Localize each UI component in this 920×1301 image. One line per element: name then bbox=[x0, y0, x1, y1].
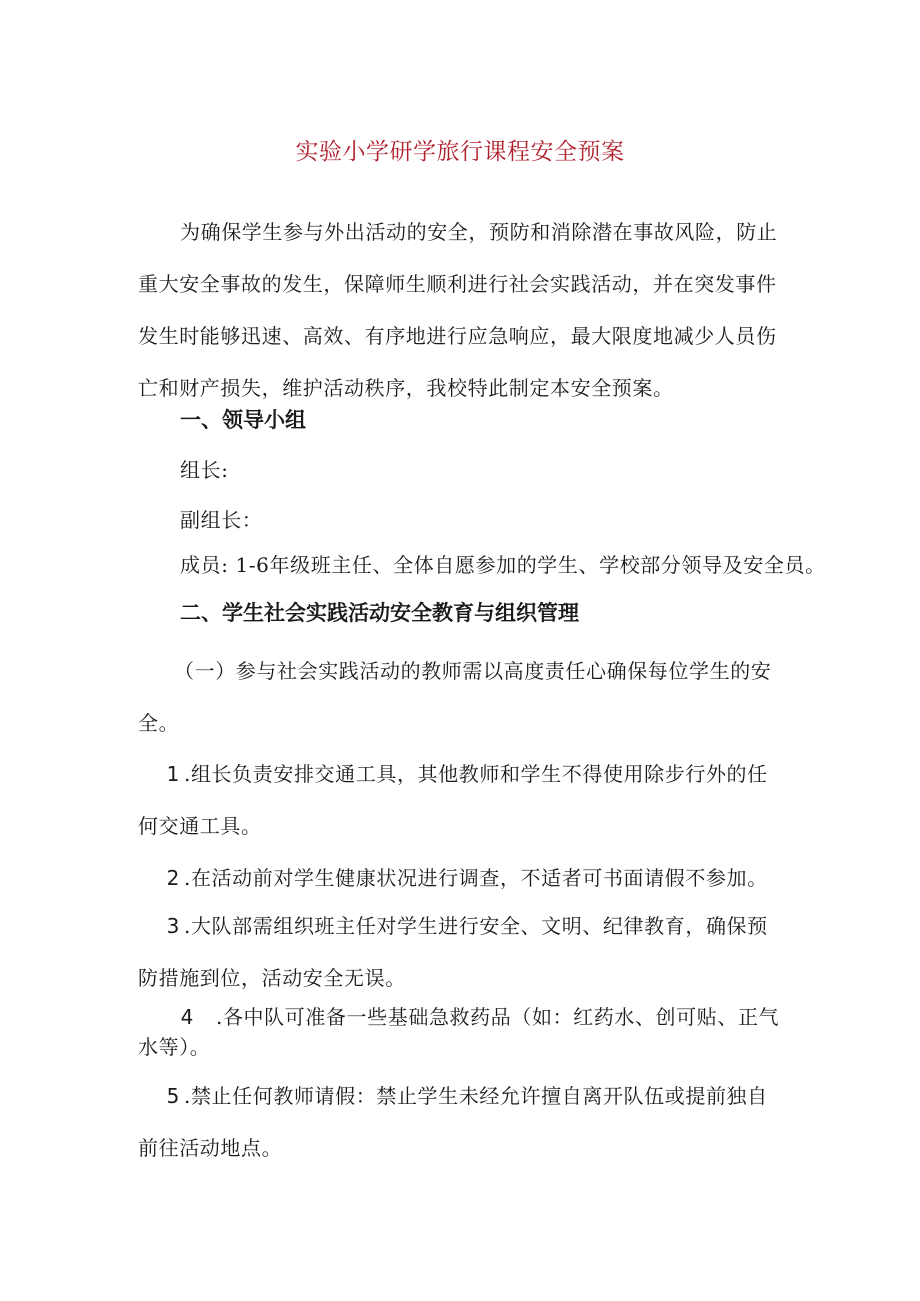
list-item-number: 3 bbox=[166, 914, 180, 938]
list-item-1 bbox=[138, 748, 788, 852]
leader-line: 组长: bbox=[180, 458, 229, 482]
list-item-number: 2 bbox=[166, 866, 180, 890]
list-item-text: .各中队可准备一些基础急救药品（如：红药水、创可贴、正气水等）。 bbox=[138, 1005, 780, 1059]
section1-heading: 一、领导小组 bbox=[180, 408, 306, 432]
document-title: 实验小学研学旅行课程安全预案 bbox=[295, 139, 625, 165]
members-line: 成员: 1-6年级班主任、全体自愿参加的学生、学校部分领导及安全员。 bbox=[180, 553, 826, 577]
subsection-1-paragraph: （一）参与社会实践活动的教师需以高度责任心确保每位学生的安全。 bbox=[138, 659, 772, 735]
list-item-text: .在活动前对学生健康状况进行调查，不适者可书面请假不参加。 bbox=[184, 866, 768, 890]
list-item-text: .大队部需组织班主任对学生进行安全、文明、纪律教育，确保预防措施到位，活动安全无误。 bbox=[138, 914, 768, 990]
list-item-text: .禁止任何教师请假：禁止学生未经允许擅自离开队伍或提前独自前往活动地点。 bbox=[138, 1084, 768, 1160]
list-item-number: 4 bbox=[180, 1005, 194, 1029]
list-item-4 bbox=[138, 1002, 788, 1062]
section2-heading: 二、学生社会实践活动安全教育与组织管理 bbox=[180, 601, 579, 625]
list-item-5 bbox=[138, 1070, 788, 1174]
list-item-number: 5 bbox=[166, 1084, 180, 1108]
list-item-3 bbox=[138, 900, 788, 1004]
list-item-text: .组长负责安排交通工具，其他教师和学生不得使用除步行外的任何交通工具。 bbox=[138, 762, 768, 838]
intro-paragraph: 为确保学生参与外出活动的安全，预防和消除潜在事故风险，防止重大安全事故的发生，保障师生顺利进行社会实践活动，并在突发事件发生时能够迅速、高效、有序地进行应急响应，最大限度地减少人员伤亡和财产损失，维护活动秩序，我校特此制定本安全预案。 bbox=[138, 220, 778, 400]
list-item-number: 1 bbox=[166, 762, 180, 786]
deputy-line: 副组长： bbox=[180, 508, 263, 532]
list-item-2 bbox=[138, 852, 788, 904]
